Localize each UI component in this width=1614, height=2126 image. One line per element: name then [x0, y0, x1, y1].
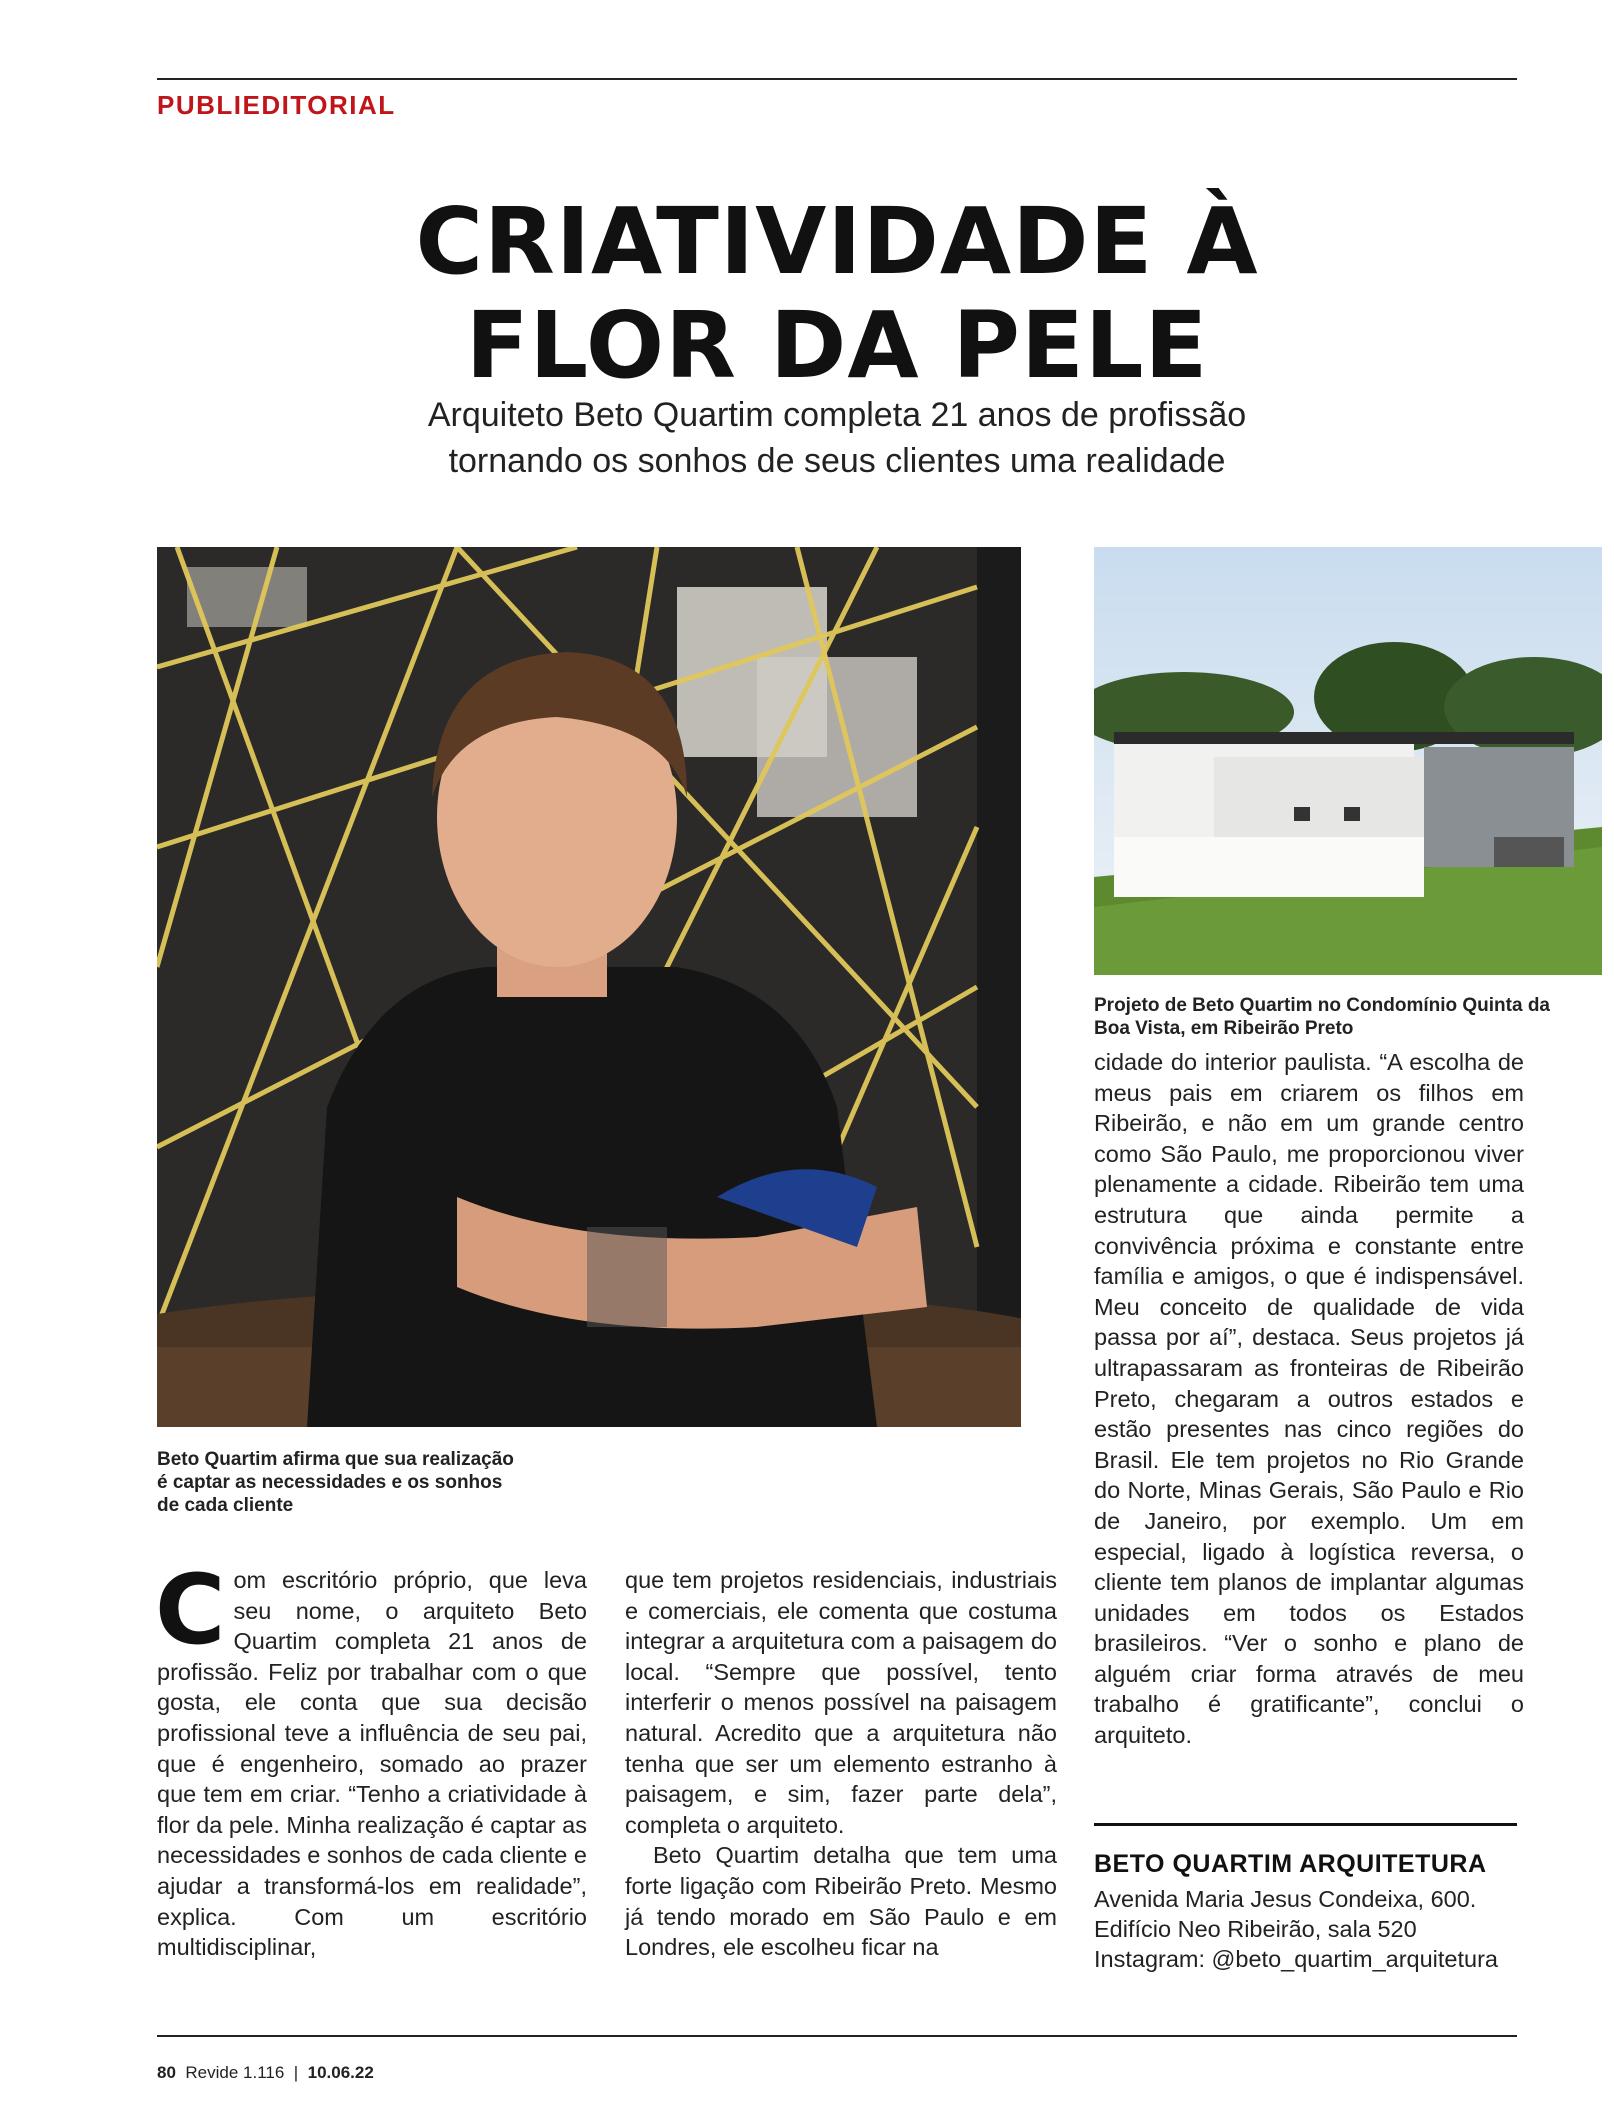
portrait-photo-caption: Beto Quartim afirma que sua realização é captar as necessidades e os sonhos de cada cliente — [157, 1449, 514, 1516]
footer-rule — [157, 2035, 1517, 2037]
article-column-2 — [625, 1565, 1057, 1963]
article-column-3 — [1094, 1047, 1524, 1751]
issue-date: 10.06.22 — [307, 2063, 374, 2082]
footer-separator: | — [293, 2063, 299, 2082]
page-footer — [157, 2063, 374, 2083]
top-rule — [157, 78, 1517, 80]
subheadline-line-1: Arquiteto Beto Quartim completa 21 anos de profissão — [427, 396, 1247, 434]
publication-issue: Revide 1.116 — [185, 2063, 285, 2082]
house-photo — [1094, 547, 1602, 975]
article-column-1 — [155, 1554, 587, 1963]
portrait-photo — [157, 547, 1021, 1427]
contact-rule — [1094, 1823, 1517, 1826]
drop-cap: C — [155, 1554, 226, 1666]
contact-name: BETO QUARTIM ARQUITETURA — [1094, 1850, 1487, 1878]
house-photo-illustration — [1094, 547, 1602, 975]
contact-instagram: Instagram: @beto_quartim_arquitetura — [1094, 1946, 1498, 1972]
subheadline-line-2: tornando os sonhos de seus clientes uma realidade — [448, 442, 1226, 480]
article-paragraph-2: que tem projetos residenciais, industriais e comerciais, ele comenta que costuma integrar a arquitetura com a paisagem do local. “Sempre que possível, tento interferir o menos possível na paisagem natural. Acredito que a arquitetura não tenha que ser um elemento estranho à paisagem, e sim, fazer parte dela”, completa o arquiteto. — [625, 1567, 1057, 1838]
article-paragraph-3: Beto Quartim detalha que tem uma forte ligação com Ribeirão Preto. Mesmo já tendo morado em São Paulo e em Londres, ele escolheu ficar na — [625, 1842, 1057, 1961]
headline-line-1: CRIATIVIDADE À — [415, 188, 1259, 295]
section-label: PUBLIEDITORIAL — [157, 90, 396, 120]
portrait-photo-illustration — [157, 547, 1021, 1427]
headline — [157, 190, 1517, 398]
page-number: 80 — [157, 2063, 176, 2082]
contact-address: Avenida Maria Jesus Condeixa, 600. — [1094, 1886, 1477, 1912]
contact-building: Edifício Neo Ribeirão, sala 520 — [1094, 1916, 1417, 1942]
article-paragraph-1-text: om escritório próprio, que leva seu nome, o arquiteto Beto Quartim completa 21 anos de profissão. Feliz por trabalhar com o que gosta, ele conta que sua decisão profissional teve a influência de seu pai, que é engenheiro, somado ao prazer que tem em criar. “Tenho a criatividade à flor da pele. Minha realização é captar as necessidades e sonhos de cada cliente e ajudar a transformá-los em realidade”, explica. Com um escritório multidisciplinar, — [157, 1567, 587, 1961]
article-paragraph-1 — [155, 1554, 587, 1963]
headline-line-2: FLOR DA PELE — [465, 292, 1209, 399]
subheadline — [157, 392, 1517, 484]
article-paragraph-4: cidade do interior paulista. “A escolha de meus pais em criarem os filhos em Ribeirão, e não em um grande centro como São Paulo, me proporcionou viver plenamente a cidade. Ribeirão tem uma estrutura que ainda permite a convivência próxima e constante entre família e amigos, o que é indispensável. Meu conceito de qualidade de vida passa por aí”, destaca. Seus projetos já ultrapassaram as fronteiras de Ribeirão Preto, chegaram a outros estados e estão presentes nas cinco regiões do Brasil. Ele tem projetos no Rio Grande do Norte, Minas Gerais, São Paulo e Rio de Janeiro, por exemplo. Um em especial, ligado à logística reversa, o cliente tem planos de implantar algumas unidades em todos os Estados brasileiros. “Ver o sonho e plano de alguém criar forma através de meu trabalho é gratificante”, conclui o arquiteto. — [1094, 1049, 1524, 1749]
house-photo-caption: Projeto de Beto Quartim no Condomínio Quinta da Boa Vista, em Ribeirão Preto — [1094, 995, 1550, 1039]
